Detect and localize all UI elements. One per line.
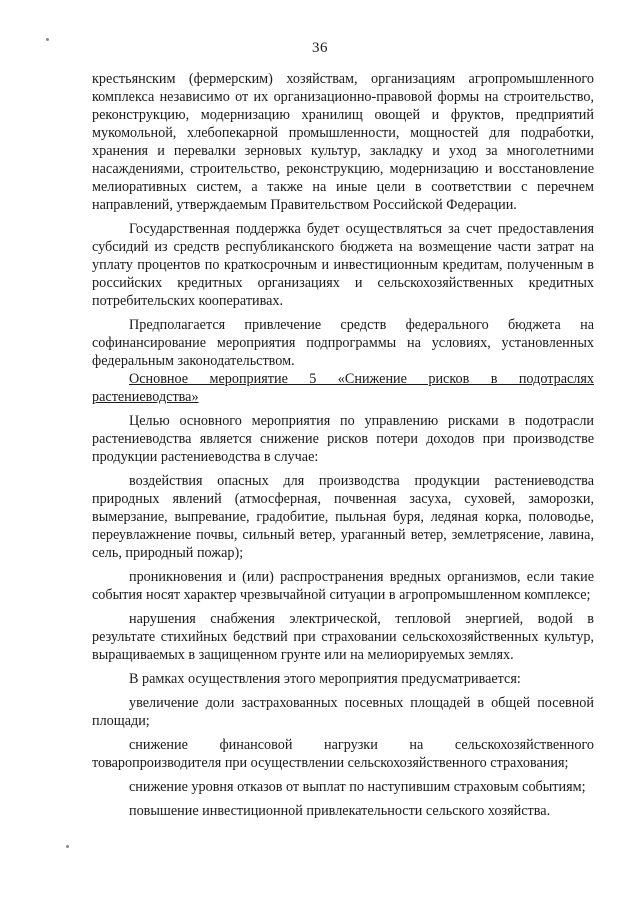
list-item-pests: проникновения и (или) распространения вредных организмов, если такие события носят характер чрезвычайной ситуации в агропромышленном комплексе; [92,569,594,603]
list-item-energy-supply: нарушения снабжения электрической, тепловой энергией, водой в результате стихийных бедствий при страховании сельскохозяйственных культур, выращиваемых в защищенном грунте или на мелиорируемых землях. [92,611,594,663]
paragraph-federal-budget: Предполагается привлечение средств федерального бюджета на софинансирование мероприятия подпрограммы на условиях, установленных федеральным законодательством. [92,317,594,369]
list-item-investment-attractiveness: повышение инвестиционной привлекательности сельского хозяйства. [129,803,551,819]
paragraph-state-support: Государственная поддержка будет осуществляться за счет предоставления субсидий из средств республиканского бюджета на возмещение части затрат на уплату процентов по краткосрочным и инвестиционным кредитам, полученным в российских кредитных организациях и сельскохозяйственных кредитных потребительских кооперативах. [92,221,594,309]
page-number: 36 [312,40,328,56]
list-item-refusals: снижение уровня отказов от выплат по наступившим страховым событиям; [129,779,586,795]
section-heading-measure-5: Основное мероприятие 5 «Снижение рисков в подотраслях растениеводства» [92,371,594,405]
list-item-natural-phenomena: воздействия опасных для производства продукции растениеводства природных явлений (атмосферная, почвенная засуха, суховей, заморозки, вымерзание, выпревание, градобитие, пыльная буря, ледяная корка, половодье, переувлажнение почвы, сильный ветер, ураганный ветер, землетрясение, лавина, сель, природный пожар); [92,473,594,561]
list-item-financial-burden: снижение финансовой нагрузки на сельскохозяйственного товаропроизводителя при осуществлении сельскохозяйственного страхования; [92,737,594,771]
paragraph-continuation: крестьянским (фермерским) хозяйствам, организациям агропромышленного комплекса независимо от их организационно-правовой формы на строительство, реконструкцию, модернизацию хранилищ овощей и фруктов, предприятий мукомольной, хлебопекарной промышленности, мощностей для подработки, хранения и перевалки зерновых культур, закладку и уход за многолетними насаждениями, строительство, реконструкцию, модернизацию и восстановление мелиоративных систем, а также на иные цели в соответствии с перечнем направлений, утверждаемым Правительством Российской Федерации. [92,71,594,213]
paragraph-measure-goal: Целью основного мероприятия по управлению рисками в подотрасли растениеводства является снижение рисков потери доходов при производстве продукции растениеводства в случае: [92,413,594,465]
scan-speck [66,845,69,848]
document-body [92,70,594,820]
paragraph-measure-provides: В рамках осуществления этого мероприятия предусматривается: [129,671,521,687]
list-item-insured-area: увеличение доли застрахованных посевных площадей в общей посевной площади; [92,695,594,729]
